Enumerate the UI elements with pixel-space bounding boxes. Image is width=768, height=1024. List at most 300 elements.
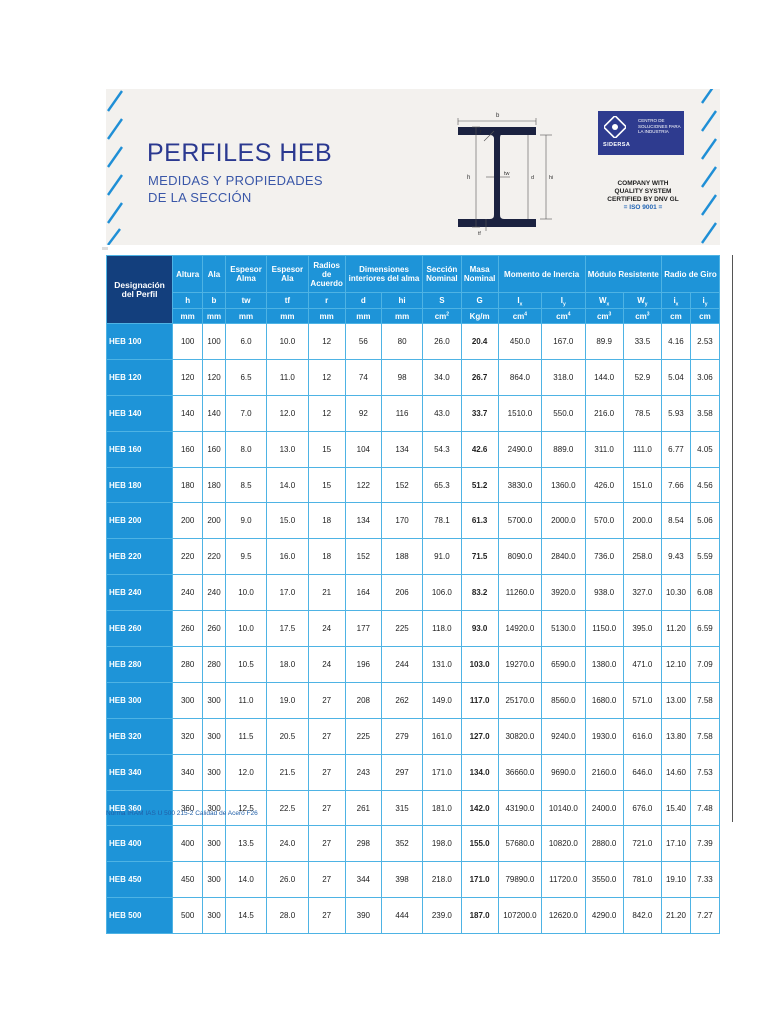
table-cell: 5700.0: [498, 503, 541, 539]
table-cell: 14.60: [661, 754, 690, 790]
table-cell: 7.58: [690, 682, 719, 718]
table-cell: 3550.0: [585, 862, 623, 898]
unit-superscript: 2: [446, 310, 450, 317]
profile-name-cell: HEB 320: [107, 718, 173, 754]
table-cell: 170: [381, 503, 422, 539]
table-cell: 56: [345, 324, 381, 360]
table-cell: 6.5: [225, 359, 266, 395]
table-cell: 36660.0: [498, 754, 541, 790]
symbol-cell: [381, 293, 422, 309]
symbol-text: r: [325, 296, 329, 305]
symbol-text: I: [517, 296, 520, 305]
symbol-subscript: x: [606, 301, 610, 308]
table-cell: 100: [203, 324, 226, 360]
table-cell: 78.5: [623, 395, 661, 431]
unit-cell: [381, 309, 422, 324]
table-cell: 15: [308, 431, 345, 467]
table-cell: 311.0: [585, 431, 623, 467]
table-cell: 15.40: [661, 790, 690, 826]
symbol-text: i: [702, 296, 705, 305]
col-designation: Designación del Perfil: [107, 256, 173, 324]
sidersa-logo: [598, 111, 684, 155]
table-cell: 21.20: [661, 898, 690, 934]
table-cell: 187.0: [461, 898, 498, 934]
unit-superscript: 3: [646, 310, 650, 317]
table-cell: 71.5: [461, 539, 498, 575]
table-cell: 12.10: [661, 647, 690, 683]
table-cell: 5130.0: [542, 611, 585, 647]
table-cell: 616.0: [623, 718, 661, 754]
table-cell: 360: [173, 790, 203, 826]
profile-name-cell: HEB 300: [107, 682, 173, 718]
table-row: [107, 324, 720, 360]
table-cell: 21.5: [267, 754, 308, 790]
table-cell: 298: [345, 826, 381, 862]
header-row-labels: [107, 256, 720, 293]
table-cell: 395.0: [623, 611, 661, 647]
symbol-cell: [345, 293, 381, 309]
table-cell: 3830.0: [498, 467, 541, 503]
table-cell: 91.0: [423, 539, 461, 575]
table-cell: 155.0: [461, 826, 498, 862]
profile-name-cell: HEB 500: [107, 898, 173, 934]
symbol-cell: [203, 293, 226, 309]
table-cell: 11.0: [267, 359, 308, 395]
table-cell: 127.0: [461, 718, 498, 754]
unit-text: mm: [319, 311, 334, 321]
table-cell: 78.1: [423, 503, 461, 539]
table-cell: 8090.0: [498, 539, 541, 575]
symbol-cell: [498, 293, 541, 309]
table-cell: 571.0: [623, 682, 661, 718]
table-cell: 220: [203, 539, 226, 575]
unit-cell: [225, 309, 266, 324]
unit-cell: [623, 309, 661, 324]
table-cell: 300: [203, 754, 226, 790]
subtitle-line-2: DE LA SECCIÓN: [148, 190, 252, 205]
table-cell: 6.77: [661, 431, 690, 467]
symbol-cell: [173, 293, 203, 309]
table-cell: 27: [308, 682, 345, 718]
table-cell: 297: [381, 754, 422, 790]
table-cell: 164: [345, 575, 381, 611]
table-cell: 6.0: [225, 324, 266, 360]
unit-cell: [345, 309, 381, 324]
quality-certification: [594, 180, 692, 212]
table-cell: 1930.0: [585, 718, 623, 754]
symbol-cell: [423, 293, 461, 309]
table-cell: 111.0: [623, 431, 661, 467]
col-ala: Ala: [203, 256, 226, 293]
col-masa: Masa Nominal: [461, 256, 498, 293]
table-cell: 149.0: [423, 682, 461, 718]
table-cell: 5.59: [690, 539, 719, 575]
table-cell: 134.0: [461, 754, 498, 790]
table-cell: 116: [381, 395, 422, 431]
symbol-text: tf: [284, 296, 291, 305]
table-cell: 721.0: [623, 826, 661, 862]
table-cell: 11260.0: [498, 575, 541, 611]
unit-text: cm: [596, 311, 609, 321]
table-cell: 239.0: [423, 898, 461, 934]
table-cell: 7.66: [661, 467, 690, 503]
table-cell: 9.0: [225, 503, 266, 539]
col-momento: Momento de Inercia: [498, 256, 585, 293]
table-cell: 65.3: [423, 467, 461, 503]
table-cell: 51.2: [461, 467, 498, 503]
table-cell: 13.80: [661, 718, 690, 754]
table-cell: 9240.0: [542, 718, 585, 754]
table-cell: 2000.0: [542, 503, 585, 539]
symbol-cell: [690, 293, 719, 309]
table-cell: 864.0: [498, 359, 541, 395]
symbol-text: tw: [241, 296, 251, 305]
symbol-text: I: [560, 296, 564, 305]
diagram-label-r: r: [480, 129, 482, 135]
i-beam-diagram: [436, 107, 566, 237]
table-cell: 161.0: [423, 718, 461, 754]
profile-name-cell: HEB 280: [107, 647, 173, 683]
table-row: [107, 682, 720, 718]
table-cell: 1510.0: [498, 395, 541, 431]
table-row: [107, 611, 720, 647]
table-cell: 450: [173, 862, 203, 898]
table-cell: 2160.0: [585, 754, 623, 790]
table-row: [107, 359, 720, 395]
profile-name-cell: HEB 120: [107, 359, 173, 395]
unit-cell: [267, 309, 308, 324]
logo-description: CENTRO DE SOLUCIONES PARA LA INDUSTRIA: [638, 118, 681, 134]
table-cell: 120: [173, 359, 203, 395]
table-cell: 27: [308, 898, 345, 934]
table-cell: 104: [345, 431, 381, 467]
table-cell: 7.53: [690, 754, 719, 790]
table-cell: 27: [308, 718, 345, 754]
table-cell: 12620.0: [542, 898, 585, 934]
col-espesor-ala: Espesor Ala: [267, 256, 308, 293]
table-cell: 117.0: [461, 682, 498, 718]
table-cell: 261: [345, 790, 381, 826]
table-cell: 107200.0: [498, 898, 541, 934]
table-cell: 1680.0: [585, 682, 623, 718]
quality-line-3: CERTIFIED BY DNV GL: [607, 196, 679, 203]
unit-text: mm: [394, 311, 410, 321]
header-banner: [106, 89, 720, 245]
table-cell: 80: [381, 324, 422, 360]
symbol-cell: [308, 293, 345, 309]
table-cell: 15.0: [267, 503, 308, 539]
col-seccion: Sección Nominal: [423, 256, 461, 293]
profile-name-cell: HEB 260: [107, 611, 173, 647]
table-cell: 20.5: [267, 718, 308, 754]
table-cell: 676.0: [623, 790, 661, 826]
profile-name-cell: HEB 360: [107, 790, 173, 826]
header-row-symbols: [107, 293, 720, 309]
table-cell: 200: [173, 503, 203, 539]
table-row: [107, 790, 720, 826]
table-cell: 26.0: [267, 862, 308, 898]
header-row-units: [107, 309, 720, 324]
table-cell: 426.0: [585, 467, 623, 503]
symbol-text: W: [598, 296, 607, 305]
symbol-text: hi: [398, 296, 406, 305]
symbol-text: G: [476, 296, 483, 305]
unit-text: cm: [635, 311, 647, 321]
table-cell: 140: [173, 395, 203, 431]
table-cell: 225: [381, 611, 422, 647]
table-cell: 8.0: [225, 431, 266, 467]
table-cell: 167.0: [542, 324, 585, 360]
table-cell: 140: [203, 395, 226, 431]
table-cell: 352: [381, 826, 422, 862]
table-row: [107, 754, 720, 790]
unit-text: mm: [280, 311, 295, 321]
unit-text: mm: [356, 311, 371, 321]
table-cell: 25170.0: [498, 682, 541, 718]
unit-cell: [308, 309, 345, 324]
table-cell: 10820.0: [542, 826, 585, 862]
table-row: [107, 647, 720, 683]
unit-text: cm: [434, 311, 447, 321]
table-cell: 279: [381, 718, 422, 754]
decorative-stripes-left: [106, 89, 130, 245]
unit-cell: [203, 309, 226, 324]
table-cell: 736.0: [585, 539, 623, 575]
table-cell: 6.08: [690, 575, 719, 611]
col-radios: Radios de Acuerdo: [308, 256, 345, 293]
table-cell: 30820.0: [498, 718, 541, 754]
profile-name-cell: HEB 400: [107, 826, 173, 862]
table-cell: 208: [345, 682, 381, 718]
table-cell: 318.0: [542, 359, 585, 395]
table-cell: 344: [345, 862, 381, 898]
table-cell: 34.0: [423, 359, 461, 395]
col-espesor-alma: Espesor Alma: [225, 256, 266, 293]
table-cell: 10140.0: [542, 790, 585, 826]
diagram-label-d: d: [531, 175, 535, 181]
table-cell: 89.9: [585, 324, 623, 360]
table-cell: 20.4: [461, 324, 498, 360]
diagram-label-tf: tf: [478, 231, 481, 237]
table-cell: 21: [308, 575, 345, 611]
unit-text: mm: [180, 311, 195, 321]
profile-name-cell: HEB 160: [107, 431, 173, 467]
table-cell: 160: [203, 431, 226, 467]
symbol-cell: [661, 293, 690, 309]
unit-cell: [461, 309, 498, 324]
table-cell: 206: [381, 575, 422, 611]
diagram-label-tw: tw: [504, 171, 510, 177]
profile-name-cell: HEB 340: [107, 754, 173, 790]
table-row: [107, 862, 720, 898]
table-cell: 160: [173, 431, 203, 467]
table-cell: 26.7: [461, 359, 498, 395]
table-cell: 5.04: [661, 359, 690, 395]
symbol-cell: [225, 293, 266, 309]
table-cell: 9690.0: [542, 754, 585, 790]
table-cell: 260: [173, 611, 203, 647]
table-cell: 196: [345, 647, 381, 683]
table-cell: 171.0: [461, 862, 498, 898]
unit-superscript: 4: [524, 310, 528, 317]
table-cell: 220: [173, 539, 203, 575]
symbol-text: W: [637, 296, 645, 305]
table-cell: 400: [173, 826, 203, 862]
table-cell: 18.0: [267, 647, 308, 683]
unit-text: cm: [556, 311, 568, 321]
table-cell: 12: [308, 359, 345, 395]
table-cell: 4.16: [661, 324, 690, 360]
logo-name: SIDERSA: [603, 142, 631, 148]
table-cell: 13.00: [661, 682, 690, 718]
quality-line-2: QUALITY SYSTEM: [614, 188, 672, 195]
table-cell: 24.0: [267, 826, 308, 862]
table-cell: 92: [345, 395, 381, 431]
table-cell: 180: [173, 467, 203, 503]
table-cell: 13.5: [225, 826, 266, 862]
table-cell: 1150.0: [585, 611, 623, 647]
table-cell: 27: [308, 754, 345, 790]
table-cell: 300: [203, 790, 226, 826]
table-cell: 216.0: [585, 395, 623, 431]
table-cell: 33.7: [461, 395, 498, 431]
quality-line-1: COMPANY WITH: [617, 180, 669, 187]
table-row: [107, 718, 720, 754]
table-cell: 300: [203, 682, 226, 718]
table-cell: 7.48: [690, 790, 719, 826]
table-cell: 280: [173, 647, 203, 683]
table-cell: 12.0: [225, 754, 266, 790]
table-row: [107, 539, 720, 575]
table-cell: 18: [308, 539, 345, 575]
profile-name-cell: HEB 220: [107, 539, 173, 575]
table-cell: 450.0: [498, 324, 541, 360]
table-cell: 27: [308, 862, 345, 898]
table-cell: 181.0: [423, 790, 461, 826]
table-cell: 2400.0: [585, 790, 623, 826]
table-cell: 118.0: [423, 611, 461, 647]
table-cell: 570.0: [585, 503, 623, 539]
table-row: [107, 503, 720, 539]
table-cell: 320: [173, 718, 203, 754]
symbol-subscript: y: [704, 301, 708, 308]
heb-profiles-table: [106, 255, 720, 934]
table-cell: 10.5: [225, 647, 266, 683]
table-cell: 9.43: [661, 539, 690, 575]
table-cell: 11720.0: [542, 862, 585, 898]
symbol-subscript: x: [519, 301, 523, 308]
table-cell: 240: [173, 575, 203, 611]
table-cell: 14920.0: [498, 611, 541, 647]
table-cell: 17.5: [267, 611, 308, 647]
table-cell: 781.0: [623, 862, 661, 898]
col-dimensiones: Dimensiones interiores del alma: [345, 256, 423, 293]
table-cell: 390: [345, 898, 381, 934]
table-cell: 100: [173, 324, 203, 360]
table-cell: 280: [203, 647, 226, 683]
table-cell: 7.27: [690, 898, 719, 934]
unit-cell: [173, 309, 203, 324]
table-cell: 15: [308, 467, 345, 503]
sidersa-logo-mark-icon: [604, 116, 626, 138]
table-cell: 4.56: [690, 467, 719, 503]
table-cell: 152: [381, 467, 422, 503]
table-cell: 180: [203, 467, 226, 503]
profile-name-cell: HEB 140: [107, 395, 173, 431]
table-cell: 134: [381, 431, 422, 467]
table-row: [107, 431, 720, 467]
profile-name-cell: HEB 180: [107, 467, 173, 503]
page-edge-rule: [732, 255, 733, 822]
table-cell: 22.5: [267, 790, 308, 826]
table-cell: 327.0: [623, 575, 661, 611]
table-cell: 243: [345, 754, 381, 790]
table-cell: 225: [345, 718, 381, 754]
table-cell: 79890.0: [498, 862, 541, 898]
table-row: [107, 826, 720, 862]
diagram-label-h: h: [467, 175, 471, 181]
table-cell: 83.2: [461, 575, 498, 611]
table-cell: 144.0: [585, 359, 623, 395]
table-cell: 300: [173, 682, 203, 718]
table-cell: 10.30: [661, 575, 690, 611]
table-cell: 938.0: [585, 575, 623, 611]
table-cell: 27: [308, 826, 345, 862]
table-cell: 24: [308, 611, 345, 647]
table-cell: 98: [381, 359, 422, 395]
table-cell: 11.20: [661, 611, 690, 647]
table-cell: 240: [203, 575, 226, 611]
table-cell: 315: [381, 790, 422, 826]
table-cell: 43190.0: [498, 790, 541, 826]
profile-name-cell: HEB 240: [107, 575, 173, 611]
table-cell: 43.0: [423, 395, 461, 431]
table-cell: 17.0: [267, 575, 308, 611]
table-cell: 3920.0: [542, 575, 585, 611]
table-cell: 300: [203, 718, 226, 754]
table-cell: 12.5: [225, 790, 266, 826]
unit-text: mm: [206, 311, 222, 321]
table-cell: 14.0: [267, 467, 308, 503]
table-cell: 33.5: [623, 324, 661, 360]
table-cell: 10.0: [225, 611, 266, 647]
table-cell: 9.5: [225, 539, 266, 575]
symbol-subscript: y: [563, 301, 566, 308]
diagram-label-b: b: [496, 113, 500, 119]
table-cell: 4.05: [690, 431, 719, 467]
table-cell: 131.0: [423, 647, 461, 683]
table-cell: 889.0: [542, 431, 585, 467]
table-cell: 218.0: [423, 862, 461, 898]
table-cell: 262: [381, 682, 422, 718]
table-cell: 5.06: [690, 503, 719, 539]
table-cell: 2880.0: [585, 826, 623, 862]
table-cell: 2.53: [690, 324, 719, 360]
table-cell: 646.0: [623, 754, 661, 790]
table-cell: 5.93: [661, 395, 690, 431]
table-cell: 171.0: [423, 754, 461, 790]
table-cell: 12.0: [267, 395, 308, 431]
unit-cell: [661, 309, 690, 324]
symbol-text: b: [211, 296, 217, 305]
symbol-text: d: [360, 296, 366, 305]
table-cell: 8.5: [225, 467, 266, 503]
table-cell: 52.9: [623, 359, 661, 395]
table-cell: 340: [173, 754, 203, 790]
col-modulo: Módulo Resistente: [585, 256, 661, 293]
table-cell: 19.0: [267, 682, 308, 718]
table-cell: 2840.0: [542, 539, 585, 575]
